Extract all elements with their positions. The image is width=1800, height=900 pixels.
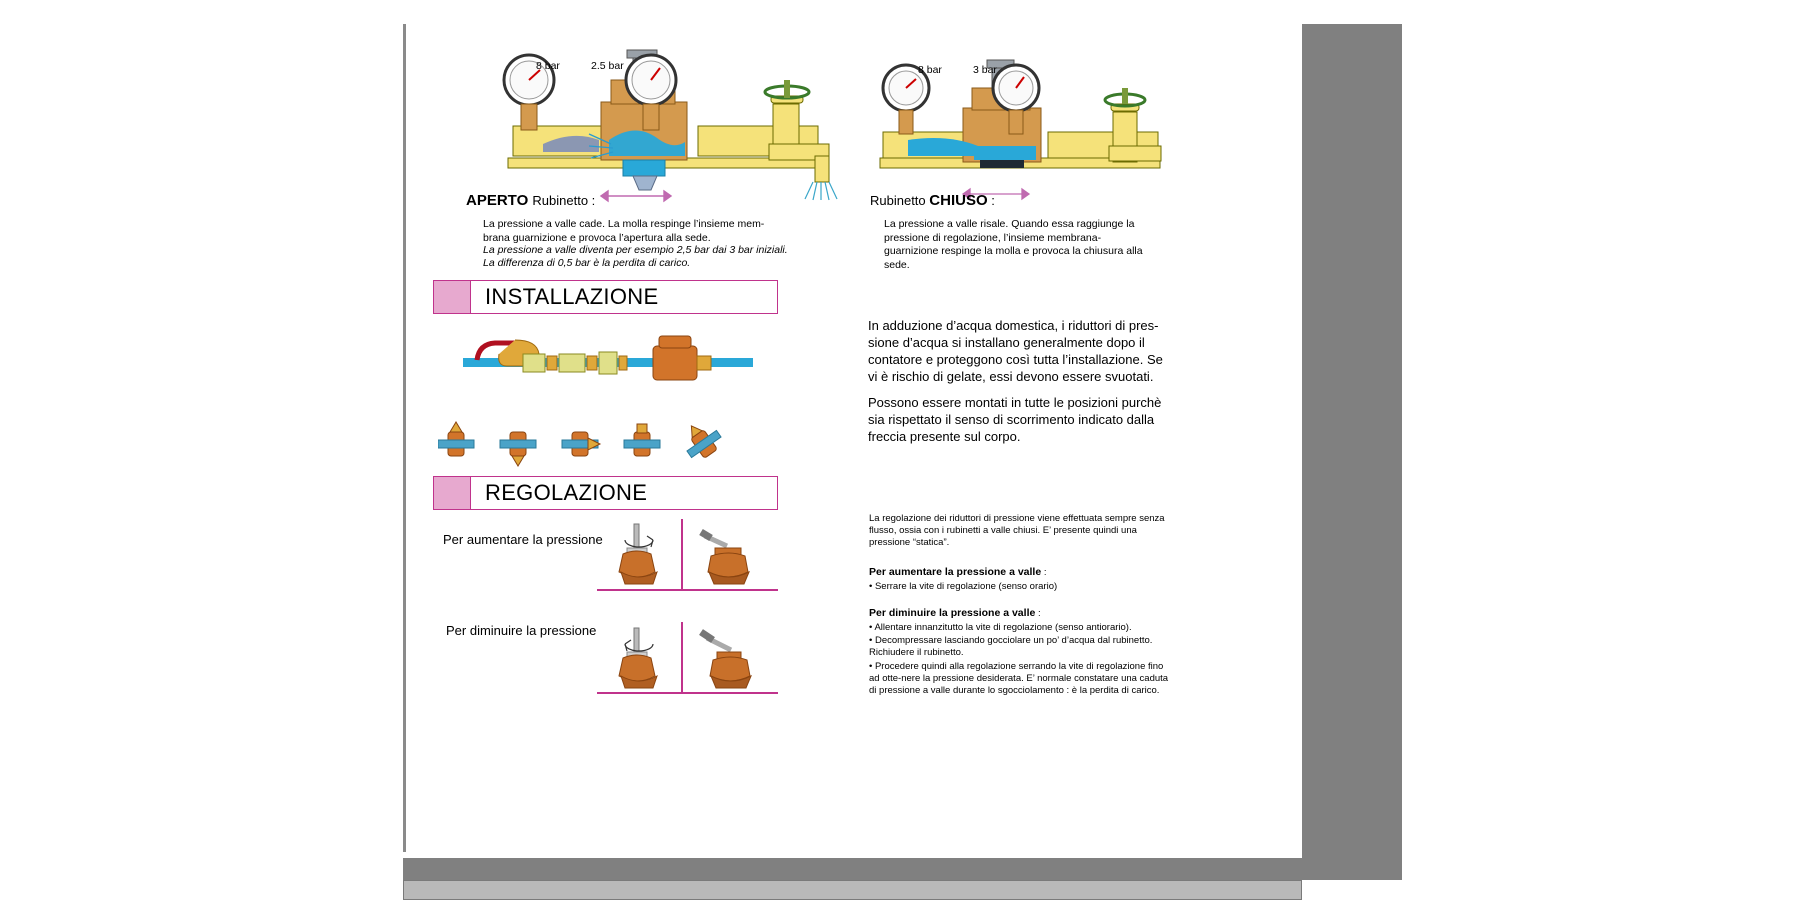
- regolazione-row2-label: Per diminuire la pressione: [446, 623, 597, 638]
- decrease-title-colon: :: [1037, 608, 1041, 619]
- open-gauge-left-label: 8 bar: [536, 60, 560, 72]
- closed-heading-pre: Rubinetto: [870, 193, 926, 208]
- regolazione-divider-row2: [681, 622, 683, 692]
- increase-title-colon: :: [1043, 567, 1047, 578]
- open-heading: [466, 192, 595, 209]
- decrease-title: [869, 607, 1041, 620]
- closed-gauge-right-label: 3 bar: [973, 64, 997, 76]
- decrease-title-bold: Per diminuire la pressione a valle: [869, 607, 1036, 619]
- installazione-banner-label: INSTALLAZIONE: [485, 284, 659, 309]
- regolazione-banner: [433, 476, 778, 510]
- closed-gauge-left-label: 8 bar: [918, 64, 942, 76]
- closed-paragraph: La pressione a valle risale. Quando essa raggiunge la pressione di regolazione, l’insieme membrana-guarnizione respinge la molla e provoca la chiusura alla sede.: [884, 218, 1143, 271]
- open-italic-1: La pressione a valle diventa per esempio 2,5 bar dai 3 bar iniziali.: [483, 244, 788, 256]
- closed-valve-figure: [868, 54, 1188, 204]
- banner-tab-regolazione: [434, 477, 471, 509]
- right-gray-panel: [1302, 24, 1402, 880]
- open-italic-2: La differenza di 0,5 bar è la perdita di carico.: [483, 257, 691, 269]
- decrease-pressure-figure-left: [603, 626, 673, 692]
- installation-positions-figure: [438, 416, 738, 471]
- banner-tab-installazione: [434, 281, 471, 313]
- decrease-item-1: • Decompressare lasciando gocciolare un po’ d’acqua dal rubinetto. Richiudere il rubinetto.: [869, 635, 1153, 658]
- regolazione-line-row2: [597, 692, 778, 694]
- increase-title: [869, 566, 1046, 579]
- open-paragraph: La pressione a valle cade. La molla respinge l’insieme mem-brana guarnizione e provoca l’apertura alla sede.: [483, 218, 765, 244]
- bottom-scrollbar[interactable]: [403, 880, 1302, 900]
- installazione-paragraph-1: In adduzione d’acqua domestica, i riduttori di pres-sione d’acqua si installano generalmente dopo il contatore e proteggono così tutta l’installazione. Se vi è rischio di gelate, essi devono essere svuotati.: [868, 318, 1163, 384]
- increase-item-0: • Serrare la vite di regolazione (senso orario): [869, 581, 1058, 592]
- decrease-item-0: • Allentare innanzitutto la vite di regolazione (senso antiorario).: [869, 622, 1132, 633]
- open-heading-rest: Rubinetto :: [532, 193, 596, 208]
- regolazione-divider-row1: [681, 519, 683, 589]
- document-page: [403, 24, 1302, 852]
- regolazione-row1-label: Per aumentare la pressione: [443, 532, 603, 547]
- decrease-pressure-figure-right: [693, 620, 763, 692]
- regolazione-intro: La regolazione dei riduttori di pressione viene effettuata sempre senza flusso, ossia con i rubinetti a valle chiusi. E’ presente quindi una pressione “statica”.: [869, 513, 1165, 548]
- regolazione-banner-label: REGOLAZIONE: [485, 480, 648, 505]
- page-left-rule: [403, 24, 406, 852]
- open-gauge-right-label: 2.5 bar: [591, 60, 624, 72]
- closed-heading-bold: CHIUSO: [929, 192, 988, 209]
- installazione-paragraph-2: Possono essere montati in tutte le posizioni purchè sia rispettato il senso di scorrimento indicato dalla freccia presente sul corpo.: [868, 395, 1162, 444]
- increase-pressure-figure-right: [693, 522, 763, 588]
- open-heading-bold: APERTO: [466, 192, 529, 209]
- installation-layout-figure: [463, 334, 763, 394]
- installazione-banner: [433, 280, 778, 314]
- closed-heading-post: :: [991, 193, 995, 208]
- decrease-item-2: • Procedere quindi alla regolazione serrando la vite di regolazione fino ad otte-nere la pressione desiderata. E’ normale constatare una caduta di pressione a valle durante lo sgocciolamento : è la perdita di carico.: [869, 661, 1169, 696]
- increase-pressure-figure-left: [603, 522, 673, 588]
- increase-title-bold: Per aumentare la pressione a valle: [869, 566, 1042, 578]
- closed-heading: [870, 192, 995, 209]
- regolazione-line-row1: [597, 589, 778, 591]
